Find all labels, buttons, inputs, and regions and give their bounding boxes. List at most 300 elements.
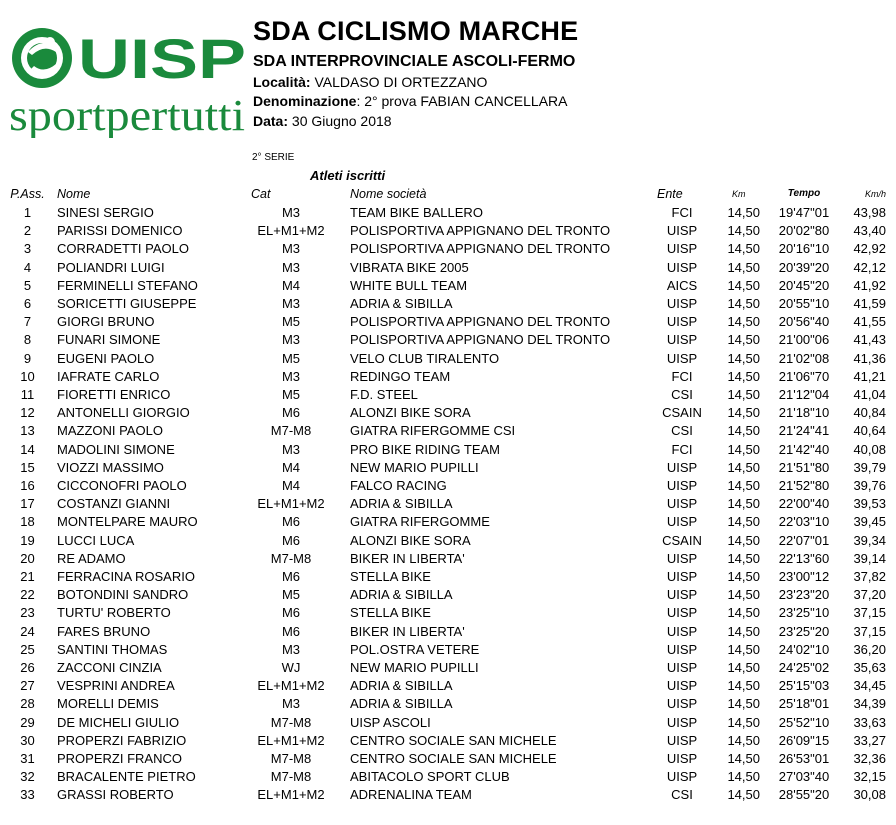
- row-kmh: 34,45: [853, 678, 886, 694]
- row-athlete-name: FERMINELLI STEFANO: [57, 277, 198, 293]
- row-position: 24: [20, 623, 35, 639]
- table-row: [0, 368, 896, 386]
- row-ente: UISP: [666, 296, 698, 311]
- row-position: 14: [20, 441, 35, 457]
- row-category: M6: [281, 532, 301, 548]
- row-category: M5: [281, 350, 301, 366]
- col-header-pos: P.Ass.: [10, 187, 45, 201]
- row-athlete-name: POLIANDRI LUIGI: [57, 259, 165, 275]
- row-category: M6: [281, 514, 301, 530]
- row-position: 19: [20, 532, 35, 548]
- table-row: [0, 386, 896, 404]
- row-ente: UISP: [666, 223, 698, 239]
- row-tempo: 22'00"40: [778, 496, 830, 512]
- row-kmh: 34,39: [853, 696, 886, 712]
- row-athlete-name: PARISSI DOMENICO: [57, 223, 183, 239]
- row-ente: UISP: [666, 587, 698, 603]
- row-athlete-name: EUGENI PAOLO: [57, 350, 155, 366]
- row-km: 14,50: [727, 678, 760, 694]
- row-tempo: 22'13"60: [778, 550, 830, 566]
- row-category: M4: [281, 277, 301, 293]
- row-category: M3: [281, 696, 301, 712]
- data-label: Data:: [253, 113, 289, 129]
- page-subtitle: SDA INTERPROVINCIALE ASCOLI-FERMO: [253, 53, 576, 70]
- info-data: [253, 113, 392, 129]
- row-position: 8: [23, 332, 32, 348]
- row-team: POLISPORTIVA APPIGNANO DEL TRONTO: [350, 223, 611, 239]
- col-header-cat: Cat: [251, 187, 271, 201]
- row-tempo: 23'23"20: [778, 587, 830, 603]
- row-category: M3: [281, 332, 301, 348]
- row-kmh: 41,92: [853, 277, 886, 293]
- row-team: POL.OSTRA VETERE: [350, 641, 480, 657]
- table-row: [0, 477, 896, 495]
- row-kmh: 32,36: [853, 751, 886, 766]
- row-tempo: 26'53"01: [778, 751, 830, 766]
- row-ente: UISP: [666, 714, 698, 730]
- row-athlete-name: ANTONELLI GIORGIO: [57, 405, 190, 421]
- row-km: 14,50: [727, 605, 760, 621]
- table-row: [0, 586, 896, 604]
- row-km: 14,50: [727, 387, 760, 402]
- row-athlete-name: RE ADAMO: [57, 550, 126, 566]
- row-team: ALONZI BIKE SORA: [350, 532, 471, 548]
- row-team: POLISPORTIVA APPIGNANO DEL TRONTO: [350, 332, 611, 348]
- row-position: 13: [20, 423, 35, 439]
- row-athlete-name: DE MICHELI GIULIO: [57, 714, 180, 730]
- table-row: [0, 695, 896, 713]
- row-km: 14,50: [727, 205, 760, 220]
- row-tempo: 25'52"10: [778, 714, 830, 730]
- row-category: EL+M1+M2: [257, 678, 325, 694]
- row-category: M4: [281, 478, 301, 493]
- row-kmh: 32,15: [853, 769, 886, 785]
- table-row: [0, 659, 896, 677]
- row-tempo: 22'07"01: [778, 532, 830, 548]
- row-tempo: 20'02"80: [778, 223, 830, 239]
- row-category: EL+M1+M2: [257, 787, 325, 803]
- row-tempo: 25'15"03: [778, 678, 830, 694]
- row-ente: UISP: [666, 660, 698, 675]
- row-athlete-name: VIOZZI MASSIMO: [57, 459, 164, 475]
- row-km: 14,50: [727, 641, 760, 657]
- row-category: M6: [281, 569, 301, 584]
- row-position: 1: [23, 205, 32, 220]
- row-position: 16: [20, 478, 35, 493]
- row-position: 5: [23, 277, 32, 293]
- row-athlete-name: TURTU' ROBERTO: [57, 605, 171, 621]
- row-team: REDINGO TEAM: [350, 368, 451, 384]
- row-km: 14,50: [727, 459, 760, 475]
- row-tempo: 19'47"01: [778, 205, 830, 220]
- row-position: 2: [23, 223, 32, 239]
- col-header-ente: Ente: [657, 187, 683, 201]
- table-row: [0, 513, 896, 531]
- row-category: M3: [281, 296, 301, 311]
- row-category: M6: [281, 405, 301, 421]
- row-athlete-name: CICCONOFRI PAOLO: [57, 478, 187, 493]
- row-km: 14,50: [727, 296, 760, 311]
- row-category: EL+M1+M2: [257, 496, 325, 512]
- row-km: 14,50: [727, 751, 760, 766]
- table-row: [0, 222, 896, 240]
- row-ente: UISP: [666, 459, 698, 475]
- row-tempo: 20'55"10: [778, 296, 830, 311]
- table-header-row: [0, 185, 896, 203]
- col-header-tempo: Tempo: [787, 188, 821, 199]
- row-position: 22: [20, 587, 35, 603]
- row-kmh: 39,34: [853, 532, 886, 548]
- table-row: [0, 459, 896, 477]
- section-title: Atleti iscritti: [310, 168, 386, 183]
- row-category: M6: [281, 605, 301, 621]
- row-ente: UISP: [666, 332, 698, 348]
- row-athlete-name: PROPERZI FRANCO: [57, 751, 182, 766]
- row-team: GIATRA RIFERGOMME: [350, 514, 490, 530]
- row-category: EL+M1+M2: [257, 223, 325, 239]
- row-kmh: 41,59: [853, 296, 886, 311]
- denominazione-value: : 2° prova FABIAN CANCELLARA: [356, 93, 568, 109]
- row-tempo: 25'18"01: [778, 696, 830, 712]
- row-kmh: 39,14: [853, 550, 886, 566]
- row-position: 28: [20, 696, 35, 712]
- row-ente: UISP: [666, 569, 698, 584]
- serie-label: 2° SERIE: [252, 152, 295, 163]
- row-tempo: 24'02"10: [778, 641, 830, 657]
- row-team: ADRIA & SIBILLA: [350, 696, 453, 712]
- row-team: STELLA BIKE: [350, 605, 431, 621]
- row-km: 14,50: [727, 368, 760, 384]
- table-row: [0, 568, 896, 586]
- row-km: 14,50: [727, 405, 760, 421]
- row-position: 15: [20, 459, 35, 475]
- row-team: F.D. STEEL: [350, 387, 418, 402]
- row-km: 14,50: [727, 332, 760, 348]
- row-category: WJ: [281, 660, 301, 675]
- row-athlete-name: SORICETTI GIUSEPPE: [57, 296, 197, 311]
- row-tempo: 21'51"80: [778, 459, 830, 475]
- row-km: 14,50: [727, 696, 760, 712]
- row-ente: UISP: [666, 732, 698, 748]
- row-team: ADRIA & SIBILLA: [350, 678, 453, 694]
- table-row: [0, 768, 896, 786]
- row-category: M7-M8: [270, 769, 312, 785]
- row-team: TEAM BIKE BALLERO: [350, 205, 483, 220]
- table-row: [0, 204, 896, 222]
- row-km: 14,50: [727, 314, 760, 330]
- table-row: [0, 714, 896, 732]
- row-km: 14,50: [727, 587, 760, 603]
- row-ente: UISP: [666, 514, 698, 530]
- row-ente: UISP: [666, 478, 698, 493]
- row-tempo: 21'02"08: [778, 350, 830, 366]
- row-kmh: 41,21: [853, 368, 886, 384]
- row-ente: UISP: [666, 751, 698, 766]
- row-tempo: 21'52"80: [778, 478, 830, 493]
- row-ente: UISP: [666, 550, 698, 566]
- row-km: 14,50: [727, 732, 760, 748]
- row-ente: UISP: [666, 314, 698, 330]
- row-athlete-name: PROPERZI FABRIZIO: [57, 732, 187, 748]
- row-position: 4: [23, 259, 32, 275]
- row-ente: AICS: [666, 277, 698, 293]
- row-km: 14,50: [727, 241, 760, 257]
- row-athlete-name: IAFRATE CARLO: [57, 368, 160, 384]
- row-team: ALONZI BIKE SORA: [350, 405, 471, 421]
- row-team: WHITE BULL TEAM: [350, 277, 468, 293]
- table-row: [0, 495, 896, 513]
- row-ente: UISP: [666, 605, 698, 621]
- row-position: 32: [20, 769, 35, 785]
- row-category: M5: [281, 387, 301, 402]
- cyclist-emblem-icon: [12, 28, 72, 88]
- row-ente: CSI: [671, 423, 693, 439]
- logo-brand-text: UISP: [78, 27, 246, 90]
- info-localita: [253, 74, 487, 90]
- row-tempo: 24'25"02: [778, 660, 830, 675]
- row-team: CENTRO SOCIALE SAN MICHELE: [350, 732, 557, 748]
- row-athlete-name: GIORGI BRUNO: [57, 314, 155, 330]
- row-team: BIKER IN LIBERTA': [350, 623, 465, 639]
- uisp-sportpertutti-logo: [6, 22, 248, 138]
- row-kmh: 40,64: [853, 423, 886, 439]
- table-row: [0, 259, 896, 277]
- row-category: EL+M1+M2: [257, 732, 325, 748]
- row-tempo: 23'25"20: [778, 623, 830, 639]
- row-km: 14,50: [727, 714, 760, 730]
- row-kmh: 33,27: [853, 732, 886, 748]
- row-category: M7-M8: [270, 751, 312, 766]
- data-value: 30 Giugno 2018: [288, 113, 392, 129]
- row-tempo: 23'00"12: [778, 569, 830, 584]
- row-kmh: 35,63: [853, 660, 886, 675]
- row-team: BIKER IN LIBERTA': [350, 550, 465, 566]
- row-tempo: 21'00"06: [778, 332, 830, 348]
- row-athlete-name: COSTANZI GIANNI: [57, 496, 171, 512]
- row-km: 14,50: [727, 787, 760, 803]
- row-km: 14,50: [727, 259, 760, 275]
- row-position: 33: [20, 787, 35, 803]
- row-position: 26: [20, 660, 35, 675]
- row-athlete-name: FARES BRUNO: [57, 623, 151, 639]
- row-kmh: 39,45: [853, 514, 886, 530]
- row-position: 6: [23, 296, 32, 311]
- row-ente: FCI: [671, 205, 693, 220]
- row-category: M5: [281, 314, 301, 330]
- row-km: 14,50: [727, 514, 760, 530]
- row-km: 14,50: [727, 660, 760, 675]
- table-row: [0, 313, 896, 331]
- row-athlete-name: CORRADETTI PAOLO: [57, 241, 189, 257]
- row-team: STELLA BIKE: [350, 569, 431, 584]
- row-km: 14,50: [727, 623, 760, 639]
- row-kmh: 36,20: [853, 641, 886, 657]
- row-team: POLISPORTIVA APPIGNANO DEL TRONTO: [350, 314, 611, 330]
- row-ente: FCI: [671, 368, 693, 384]
- row-athlete-name: MAZZONI PAOLO: [57, 423, 163, 439]
- row-kmh: 37,20: [853, 587, 886, 603]
- row-km: 14,50: [727, 550, 760, 566]
- row-position: 27: [20, 678, 35, 694]
- table-row: [0, 550, 896, 568]
- row-team: ADRENALINA TEAM: [350, 787, 472, 803]
- row-tempo: 21'42"40: [778, 441, 830, 457]
- row-kmh: 37,15: [853, 623, 886, 639]
- row-ente: UISP: [666, 496, 698, 512]
- table-row: [0, 786, 896, 804]
- row-category: M6: [281, 623, 301, 639]
- row-ente: UISP: [666, 259, 698, 275]
- col-header-name: Nome: [57, 187, 91, 201]
- row-tempo: 21'06"70: [778, 368, 830, 384]
- row-ente: FCI: [671, 441, 693, 457]
- row-category: M3: [281, 368, 301, 384]
- row-tempo: 27'03"40: [778, 769, 830, 785]
- row-position: 9: [23, 350, 32, 366]
- row-team: NEW MARIO PUPILLI: [350, 660, 479, 675]
- row-position: 31: [20, 751, 35, 766]
- row-athlete-name: FERRACINA ROSARIO: [57, 569, 195, 584]
- row-tempo: 21'18"10: [778, 405, 830, 421]
- row-ente: UISP: [666, 678, 698, 694]
- row-kmh: 40,08: [853, 441, 886, 457]
- row-kmh: 40,84: [853, 405, 886, 421]
- row-athlete-name: ZACCONI CINZIA: [57, 660, 162, 675]
- row-position: 7: [23, 314, 32, 330]
- row-ente: UISP: [666, 623, 698, 639]
- row-ente: CSI: [671, 787, 693, 803]
- row-category: M3: [281, 441, 301, 457]
- row-category: M5: [281, 587, 301, 603]
- row-athlete-name: GRASSI ROBERTO: [57, 787, 174, 803]
- row-category: M3: [281, 259, 301, 275]
- row-team: GIATRA RIFERGOMME CSI: [350, 423, 516, 439]
- row-km: 14,50: [727, 769, 760, 785]
- row-kmh: 33,63: [853, 714, 886, 730]
- col-header-kmh: Km/h: [864, 189, 886, 199]
- row-athlete-name: FUNARI SIMONE: [57, 332, 161, 348]
- row-team: VIBRATA BIKE 2005: [350, 259, 469, 275]
- row-athlete-name: MADOLINI SIMONE: [57, 441, 175, 457]
- row-tempo: 20'39"20: [778, 259, 830, 275]
- row-ente: CSAIN: [662, 405, 702, 421]
- page-title: SDA CICLISMO MARCHE: [253, 16, 579, 46]
- table-row: [0, 532, 896, 550]
- row-km: 14,50: [727, 478, 760, 493]
- row-kmh: 39,76: [853, 478, 886, 493]
- row-ente: UISP: [666, 641, 698, 657]
- row-position: 11: [20, 387, 35, 402]
- row-tempo: 22'03"10: [778, 514, 830, 530]
- row-tempo: 21'12"04: [778, 387, 830, 402]
- row-team: NEW MARIO PUPILLI: [350, 459, 479, 475]
- row-km: 14,50: [727, 569, 760, 584]
- row-team: ADRIA & SIBILLA: [350, 587, 453, 603]
- row-athlete-name: MORELLI DEMIS: [57, 696, 159, 712]
- row-category: M3: [281, 205, 301, 220]
- row-kmh: 42,92: [853, 241, 886, 257]
- denominazione-label: Denominazione: [253, 93, 357, 109]
- row-ente: UISP: [666, 769, 698, 785]
- table-row: [0, 350, 896, 368]
- row-tempo: 20'45"20: [778, 277, 830, 293]
- row-athlete-name: BOTONDINI SANDRO: [57, 587, 189, 603]
- info-denominazione: [253, 93, 567, 109]
- row-category: M4: [281, 459, 301, 475]
- row-position: 30: [20, 732, 35, 748]
- row-kmh: 43,40: [853, 223, 886, 239]
- row-team: VELO CLUB TIRALENTO: [350, 350, 500, 366]
- row-km: 14,50: [727, 277, 760, 293]
- row-kmh: 41,43: [853, 332, 886, 348]
- row-team: ABITACOLO SPORT CLUB: [350, 769, 510, 785]
- row-team: ADRIA & SIBILLA: [350, 496, 453, 512]
- row-position: 10: [20, 368, 35, 384]
- row-kmh: 41,36: [853, 350, 886, 366]
- row-category: M7-M8: [270, 550, 312, 566]
- row-position: 18: [20, 514, 35, 530]
- row-category: M3: [281, 241, 301, 257]
- row-ente: UISP: [666, 241, 698, 257]
- row-km: 14,50: [727, 441, 760, 457]
- row-athlete-name: BRACALENTE PIETRO: [57, 769, 196, 785]
- table-row: [0, 623, 896, 641]
- row-athlete-name: FIORETTI ENRICO: [57, 387, 171, 402]
- row-tempo: 23'25"10: [778, 605, 830, 621]
- row-tempo: 26'09"15: [778, 732, 830, 748]
- row-position: 23: [20, 605, 35, 621]
- row-ente: CSI: [671, 387, 693, 402]
- row-tempo: 20'16"10: [778, 241, 830, 257]
- col-header-societa: Nome società: [350, 187, 427, 201]
- table-row: [0, 677, 896, 695]
- row-category: M7-M8: [270, 423, 312, 439]
- table-row: [0, 641, 896, 659]
- table-row: [0, 604, 896, 622]
- row-team: POLISPORTIVA APPIGNANO DEL TRONTO: [350, 241, 611, 257]
- table-row: [0, 441, 896, 459]
- localita-value: VALDASO DI ORTEZZANO: [310, 74, 488, 90]
- row-tempo: 20'56"40: [778, 314, 830, 330]
- table-row: [0, 277, 896, 295]
- row-ente: UISP: [666, 696, 698, 712]
- logo-tagline-text: sportpertutti: [9, 91, 245, 138]
- table-row: [0, 422, 896, 440]
- row-tempo: 28'55"20: [778, 787, 830, 803]
- row-athlete-name: VESPRINI ANDREA: [57, 678, 175, 694]
- row-category: M7-M8: [270, 714, 312, 730]
- row-team: ADRIA & SIBILLA: [350, 296, 453, 311]
- row-km: 14,50: [727, 532, 760, 548]
- row-tempo: 21'24"41: [778, 423, 830, 439]
- row-km: 14,50: [727, 350, 760, 366]
- row-team: CENTRO SOCIALE SAN MICHELE: [350, 751, 557, 766]
- row-athlete-name: LUCCI LUCA: [57, 532, 135, 548]
- row-kmh: 43,98: [853, 205, 886, 220]
- table-row: [0, 732, 896, 750]
- row-athlete-name: MONTELPARE MAURO: [57, 514, 198, 530]
- row-kmh: 41,04: [853, 387, 886, 402]
- row-km: 14,50: [727, 223, 760, 239]
- row-position: 25: [20, 641, 35, 657]
- row-km: 14,50: [727, 496, 760, 512]
- row-team: UISP ASCOLI: [350, 714, 431, 730]
- row-team: PRO BIKE RIDING TEAM: [350, 441, 501, 457]
- row-position: 12: [20, 405, 35, 421]
- row-km: 14,50: [727, 423, 760, 439]
- row-kmh: 39,53: [853, 496, 886, 512]
- row-position: 3: [23, 241, 32, 257]
